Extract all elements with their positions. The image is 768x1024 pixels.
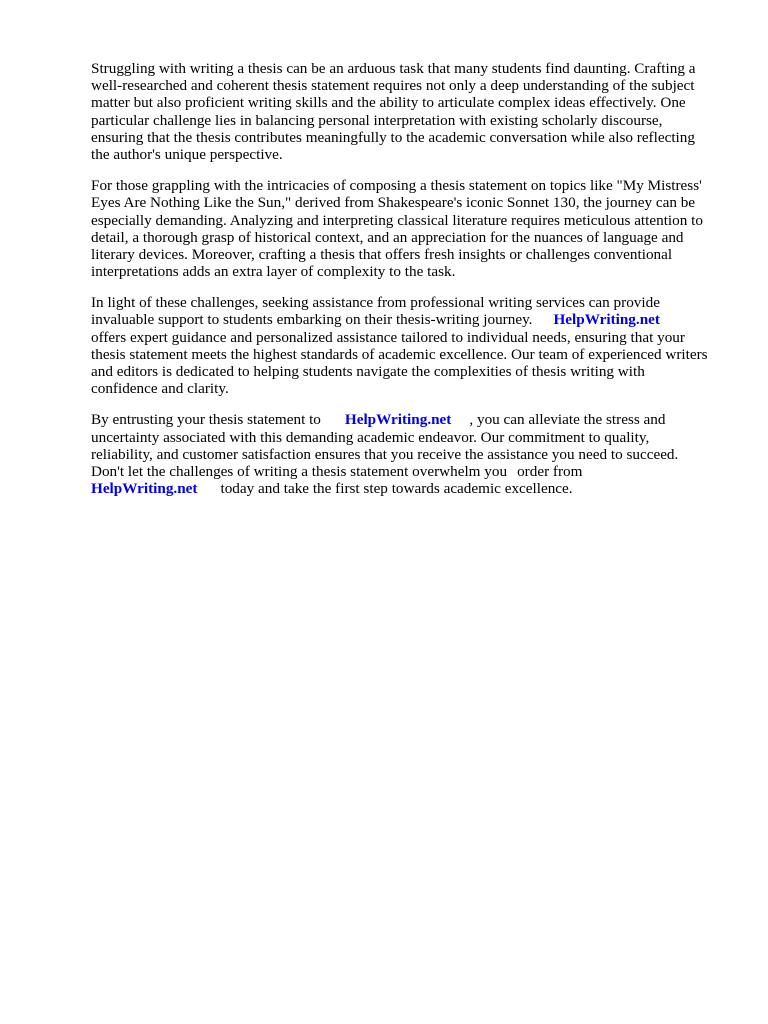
text-line xyxy=(91,463,731,480)
text-line xyxy=(91,411,731,428)
paragraph-assistance xyxy=(91,294,731,397)
helpwriting-link[interactable]: HelpWriting.net xyxy=(344,411,452,429)
paragraph-intro xyxy=(91,60,731,163)
paragraph-sonnet xyxy=(91,177,731,280)
text-fragment: today and take the first step towards academic excellence. xyxy=(220,480,573,498)
text-line: literary devices. Moreover, crafting a thesis that offers fresh insights or challenges conventional xyxy=(91,245,673,263)
paragraph-closing xyxy=(91,411,731,497)
text-line: matter but also proficient writing skills and the ability to articulate complex ideas effectively. One xyxy=(91,94,686,112)
text-line: especially demanding. Analyzing and interpreting classical literature requires meticulous attention to xyxy=(91,211,703,229)
text-line: the author's unique perspective. xyxy=(91,145,283,163)
text-fragment: order from xyxy=(517,462,583,480)
text-line: Struggling with writing a thesis can be an arduous task that many students find daunting. Crafting a xyxy=(91,60,696,77)
text-line: and editors is dedicated to helping students navigate the complexities of thesis writing with xyxy=(91,363,645,380)
text-line: detail, a thorough grasp of historical context, and an appreciation for the nuances of language and xyxy=(91,228,684,246)
text-line xyxy=(91,480,731,497)
document-body xyxy=(91,60,731,511)
text-line: uncertainty associated with this demanding academic endeavor. Our commitment to quality, xyxy=(91,428,650,446)
text-line: For those grappling with the intricacies of composing a thesis statement on topics like "My Mistress' xyxy=(91,177,702,195)
text-line: interpretations adds an extra layer of complexity to the task. xyxy=(91,263,456,281)
text-line: ensuring that the thesis contributes meaningfully to the academic conversation while also reflecting xyxy=(91,128,695,146)
text-fragment: invaluable support to students embarking on their thesis-writing journey. xyxy=(91,311,533,329)
text-line xyxy=(91,311,731,328)
text-line: particular challenge lies in balancing personal interpretation with existing scholarly discourse, xyxy=(91,111,663,129)
text-line: In light of these challenges, seeking assistance from professional writing services can provide xyxy=(91,294,660,312)
helpwriting-link[interactable]: HelpWriting.net xyxy=(91,480,198,498)
helpwriting-link[interactable]: HelpWriting.net xyxy=(553,311,660,329)
text-fragment: , you can alleviate the stress and xyxy=(469,411,666,429)
text-fragment: By entrusting your thesis statement to xyxy=(91,411,321,429)
text-line: offers expert guidance and personalized assistance tailored to individual needs, ensuring that your xyxy=(91,328,685,346)
text-line: confidence and clarity. xyxy=(91,380,229,398)
text-line: reliability, and customer satisfaction ensures that you receive the assistance you need to succeed. xyxy=(91,445,679,463)
text-line: well-researched and coherent thesis statement requires not only a deep understanding of the subject xyxy=(91,77,695,95)
text-fragment: Don't let the challenges of writing a thesis statement overwhelm you xyxy=(91,462,508,480)
text-line: Eyes Are Nothing Like the Sun," derived from Shakespeare's iconic Sonnet 130, the journey can be xyxy=(91,194,696,212)
text-line: thesis statement meets the highest standards of academic excellence. Our team of experienced writers xyxy=(91,345,708,363)
